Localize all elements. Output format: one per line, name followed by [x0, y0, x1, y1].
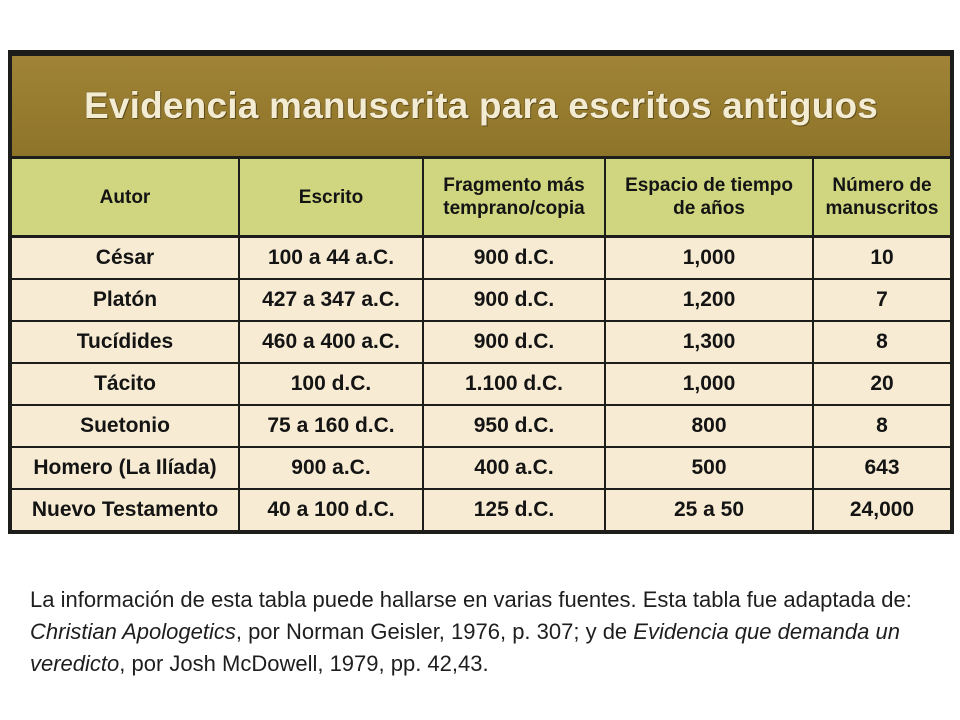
cell-time-span: 1,000 — [606, 364, 814, 406]
cell-time-span: 1,200 — [606, 280, 814, 322]
header-manuscript-count: Número de manuscritos — [814, 159, 950, 238]
cell-written: 427 a 347 a.C. — [240, 280, 424, 322]
cell-written: 40 a 100 d.C. — [240, 490, 424, 530]
table-row — [12, 364, 950, 406]
cell-manuscript-count: 20 — [814, 364, 950, 406]
cell-time-span: 25 a 50 — [606, 490, 814, 530]
cell-earliest-copy: 950 d.C. — [424, 406, 606, 448]
cell-written: 75 a 160 d.C. — [240, 406, 424, 448]
cell-author: César — [12, 238, 240, 280]
cell-time-span: 500 — [606, 448, 814, 490]
cell-author: Homero (La Ilíada) — [12, 448, 240, 490]
source-caption: La información de esta tabla puede hallarse en varias fuentes. Esta tabla fue adaptada de: Christian Apologetics, por Norman Geisler, 1976, p. 307; y de Evidencia que demanda un veredicto, por Josh McDowell, 1979, pp. 42,43. — [30, 587, 912, 676]
table-row — [12, 238, 950, 280]
cell-written: 900 a.C. — [240, 448, 424, 490]
header-time-span: Espacio de tiempo de años — [606, 159, 814, 238]
cell-manuscript-count: 24,000 — [814, 490, 950, 530]
cell-manuscript-count: 8 — [814, 322, 950, 364]
cell-manuscript-count: 10 — [814, 238, 950, 280]
book-title-apologetics: Christian Apologetics — [30, 619, 236, 644]
cell-earliest-copy: 900 d.C. — [424, 322, 606, 364]
cell-written: 460 a 400 a.C. — [240, 322, 424, 364]
cell-written: 100 a 44 a.C. — [240, 238, 424, 280]
cell-author: Tucídides — [12, 322, 240, 364]
cell-earliest-copy: 900 d.C. — [424, 238, 606, 280]
cell-author: Nuevo Testamento — [12, 490, 240, 530]
header-row — [12, 159, 950, 238]
title-banner — [12, 56, 950, 156]
cell-author: Platón — [12, 280, 240, 322]
table-title: Evidencia manuscrita para escritos antiguos — [83, 85, 879, 126]
cell-written: 100 d.C. — [240, 364, 424, 406]
header-written: Escrito — [240, 159, 424, 238]
cell-manuscript-count: 7 — [814, 280, 950, 322]
cell-manuscript-count: 643 — [814, 448, 950, 490]
cell-earliest-copy: 900 d.C. — [424, 280, 606, 322]
cell-manuscript-count: 8 — [814, 406, 950, 448]
book-title-evidencia: Evidencia que demanda un veredicto — [30, 619, 900, 676]
table-row — [12, 448, 950, 490]
cell-earliest-copy: 1.100 d.C. — [424, 364, 606, 406]
cell-author: Suetonio — [12, 406, 240, 448]
cell-earliest-copy: 125 d.C. — [424, 490, 606, 530]
header-author: Autor — [12, 159, 240, 238]
cell-time-span: 1,000 — [606, 238, 814, 280]
table-row — [12, 280, 950, 322]
cell-author: Tácito — [12, 364, 240, 406]
cell-time-span: 1,300 — [606, 322, 814, 364]
table-row — [12, 490, 950, 530]
manuscript-table — [12, 159, 950, 530]
table-row — [12, 322, 950, 364]
cell-time-span: 800 — [606, 406, 814, 448]
table-row — [12, 406, 950, 448]
header-earliest-fragment: Fragmento más temprano/copia — [424, 159, 606, 238]
cell-earliest-copy: 400 a.C. — [424, 448, 606, 490]
